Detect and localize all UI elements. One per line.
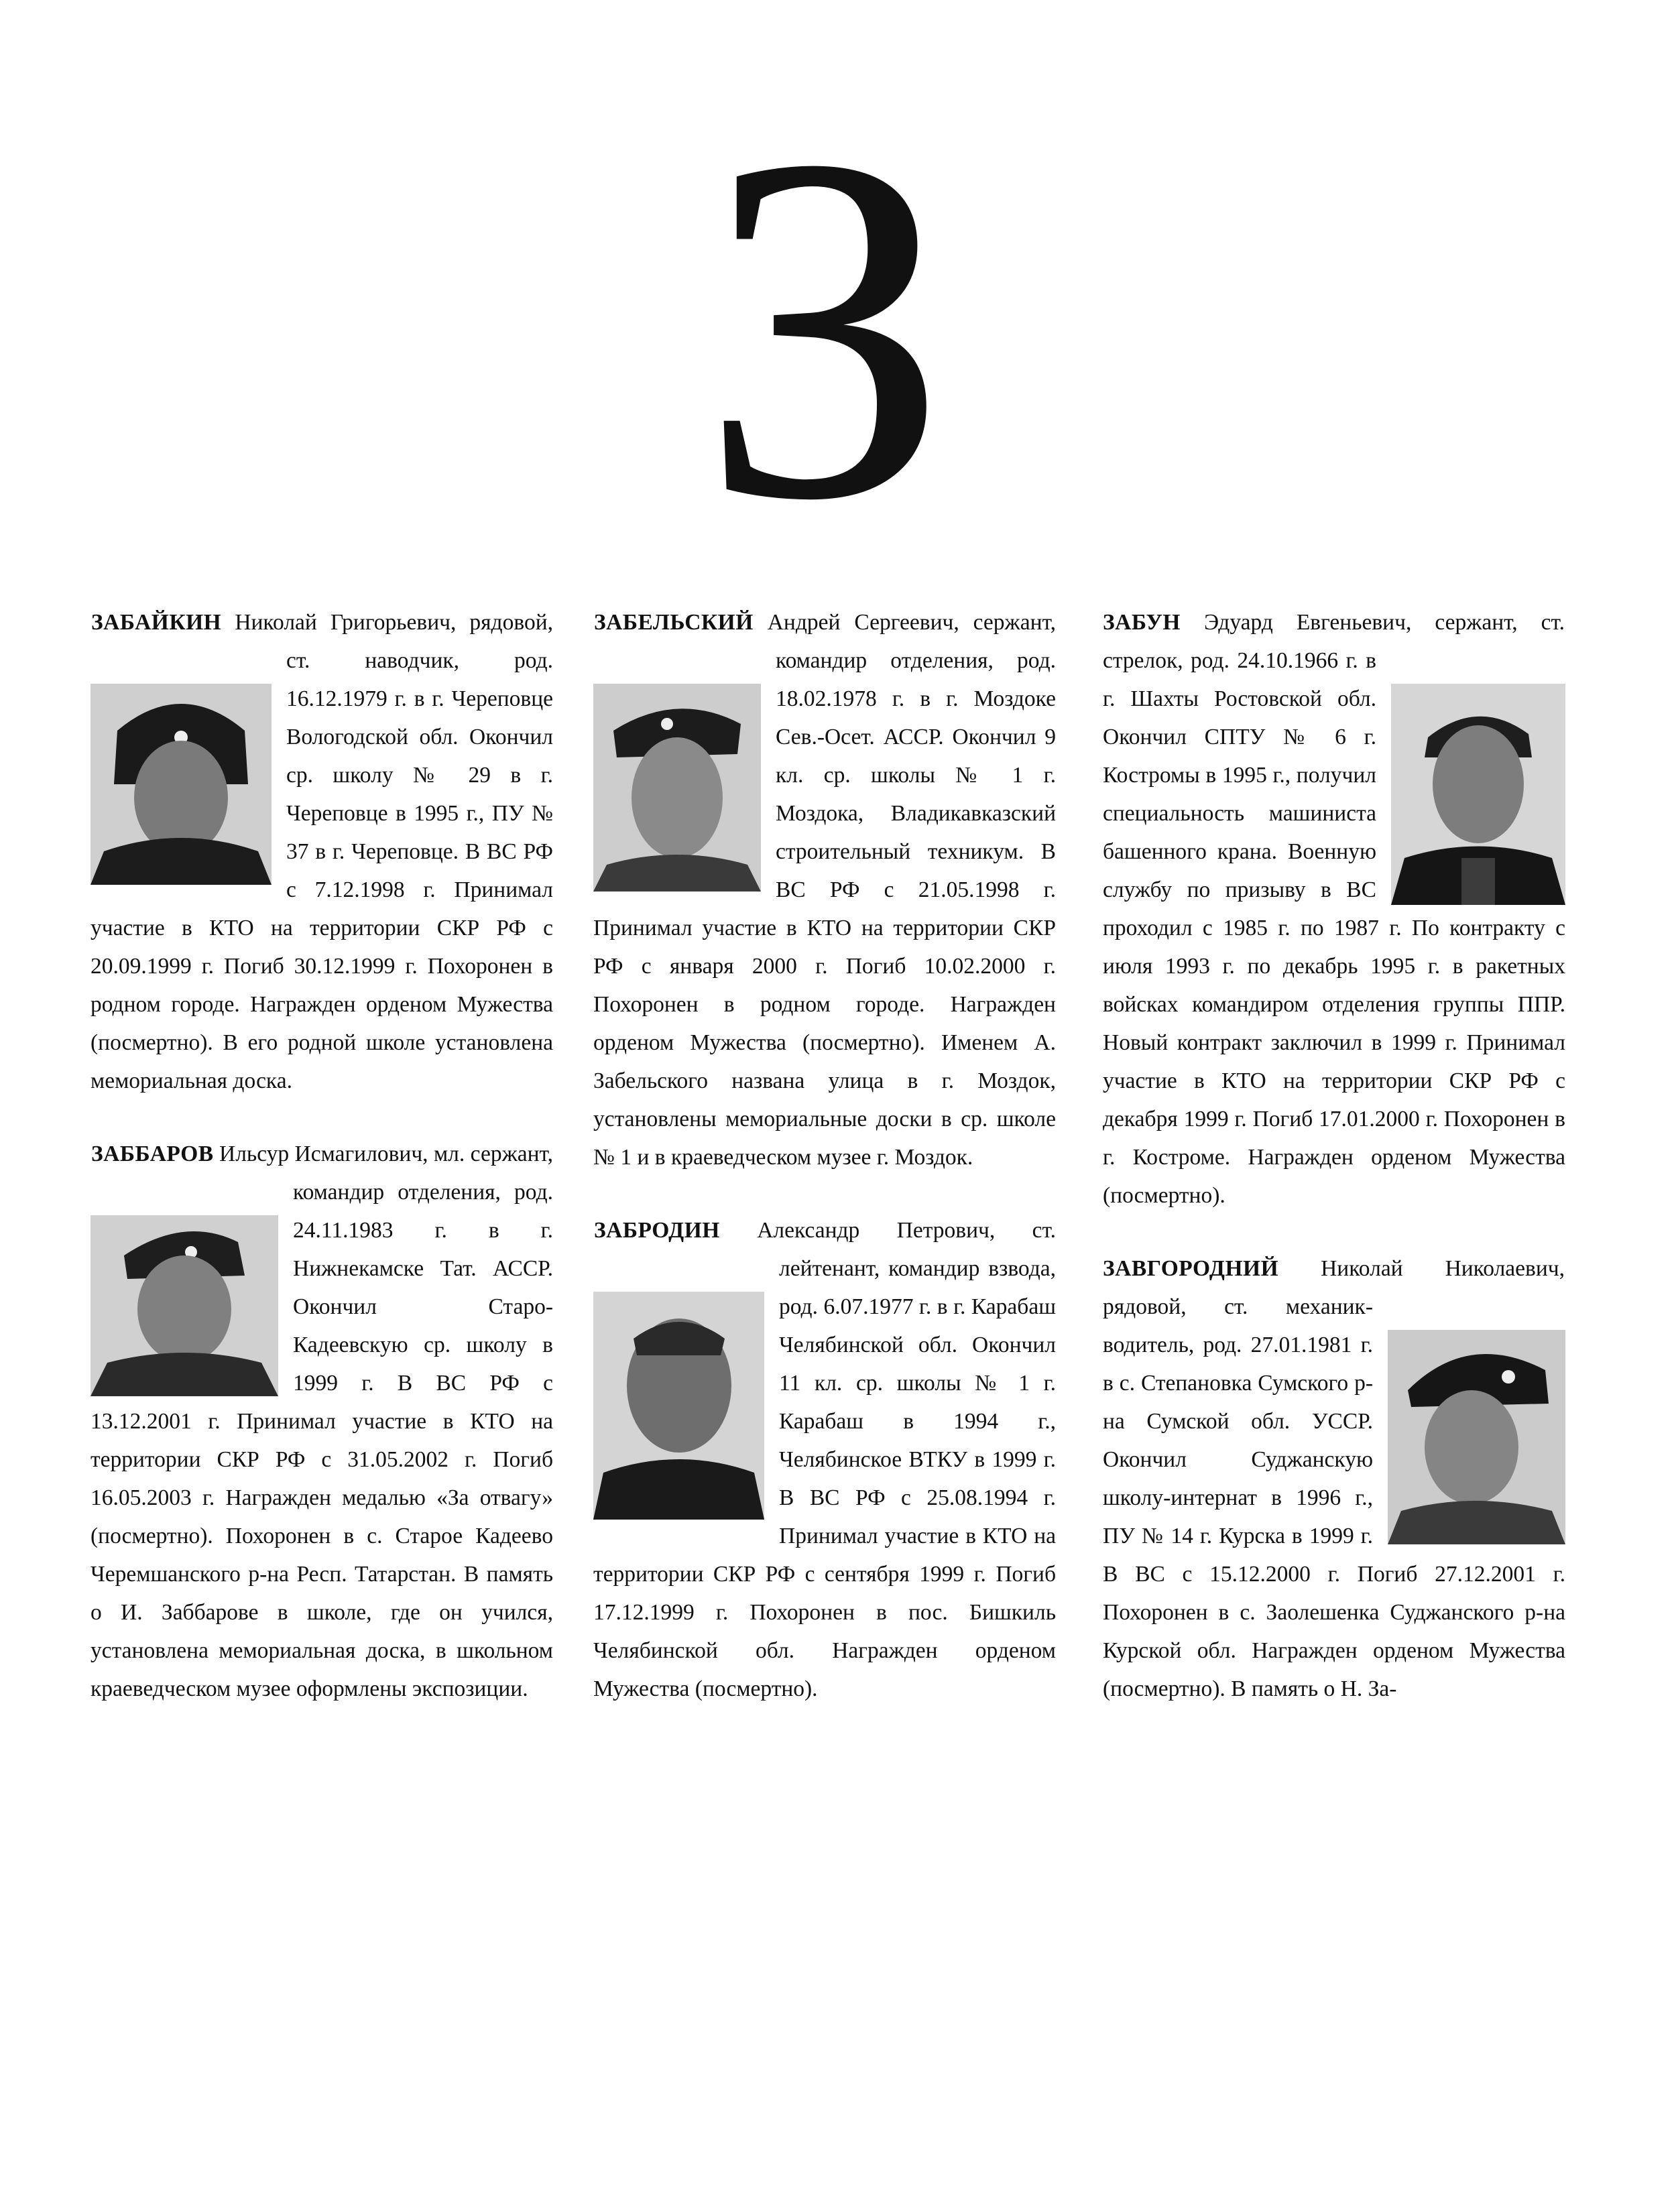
surname: ЗАБРОДИН xyxy=(594,1218,720,1243)
section-letter: З xyxy=(700,54,949,603)
entry-zabbarov xyxy=(91,1135,553,1708)
entry-zabaykin xyxy=(91,603,553,1100)
biography-text: Эдуард Евгеньевич, сержант, ст. стрелок, род. 24.10.1966 г. в г. Шахты Ростовской обл. Окончил СПТУ № 6 г. Костромы в 1995 г., получил специальность машиниста башенного крана. Военную службу по призыву в ВС проходил с 1985 г. по 1987 г. По контракту с июля 1993 г. по декабрь 1995 г. в ракетных войсках командиром отделения группы ППР. Новый контракт заключил в 1999 г. Принимал участие в КТО на территории СКР РФ с декабря 1999 г. Погиб 17.01.2000 г. Похоронен в г. Костроме. Награжден орденом Мужества (посмертно). xyxy=(1103,610,1565,1208)
surname: ЗАБАЙКИН xyxy=(91,610,222,635)
portrait-photo xyxy=(91,684,272,885)
biography-text: Ильсур Исмагилович, мл. сержант, командир отделения, род. 24.11.1983 г. в г. Нижнекамске Тат. АССР. Окончил Старо-Кадеевскую ср. школу в 1999 г. В ВС РФ с 13.12.2001 г. Принимал участие в КТО на территории СКР РФ с 31.05.2002 г. Погиб 16.05.2003 г. Награжден медалью «За отвагу» (посмертно). Похоронен в с. Старое Кадеево Черемшанского р-на Респ. Татарстан. В память о И. Заббарове в школе, где он учился, установлена мемориальная доска, в школьном краеведческом музее оформлены экспозиции. xyxy=(91,1142,554,1701)
biography-text: Николай Николаевич, рядовой, ст. механик-водитель, род. 27.01.1981 г. в с. Степановка Сумского р-на Сумской обл. УССР. Окончил Суджанскую школу-интернат в 1996 г., ПУ № 14 г. Курска в 1999 г. В ВС с 15.12.2000 г. Погиб 27.12.2001 г. Похоронен в с. Заолешенка Суджанского р-на Курской обл. Награжден орденом Мужества (посмертно). В память о Н. За- xyxy=(1103,1256,1565,1701)
entry-zavgorodniy xyxy=(1103,1249,1565,1708)
surname: ЗАББАРОВ xyxy=(91,1142,214,1166)
surname: ЗАБУН xyxy=(1103,610,1181,635)
biography-text: Николай Григорьевич, рядовой, ст. наводчик, род. 16.12.1979 г. в г. Череповце Вологодской обл. Окончил ср. школу № 29 в г. Череповце в 1995 г., ПУ № 37 в г. Череповце. В ВС РФ с 7.12.1998 г. Принимал участие в КТО на территории СКР РФ с 20.09.1999 г. Погиб 30.12.1999 г. Похоронен в родном городе. Награжден орденом Мужества (посмертно). В его родной школе установлена мемориальная доска. xyxy=(91,610,553,1093)
column-2 xyxy=(593,603,1056,1743)
surname: ЗАВГОРОДНИЙ xyxy=(1103,1256,1279,1281)
column-1 xyxy=(91,603,553,1743)
portrait-photo xyxy=(1391,684,1565,905)
surname: ЗАБЕЛЬСКИЙ xyxy=(594,610,754,635)
portrait-photo xyxy=(593,684,761,892)
portrait-photo xyxy=(593,1292,764,1520)
entry-zabrodin xyxy=(593,1211,1056,1708)
biography-text: Александр Петрович, ст. лейтенант, командир взвода, род. 6.07.1977 г. в г. Карабаш Челябинской обл. Окончил 11 кл. ср. школы № 1 г. Карабаш в 1994 г., Челябинское ВТКУ в 1999 г. В ВС РФ с 25.08.1994 г. Принимал участие в КТО на территории СКР РФ с сентября 1999 г. Погиб 17.12.1999 г. Похоронен в пос. Бишкиль Челябинской обл. Награжден орденом Мужества (посмертно). xyxy=(593,1218,1056,1701)
portrait-photo xyxy=(91,1215,278,1396)
entry-zabelskiy xyxy=(593,603,1056,1176)
column-3 xyxy=(1103,603,1565,1743)
entry-zabun xyxy=(1103,603,1565,1215)
biography-text: Андрей Сергеевич, сержант, командир отделения, род. 18.02.1978 г. в г. Моздоке Сев.-Осет. АССР. Окончил 9 кл. ср. школы № 1 г. Моздока, Владикавказский строительный техникум. В ВС РФ с 21.05.1998 г. Принимал участие в КТО на территории СКР РФ с января 2000 г. Погиб 10.02.2000 г. Похоронен в родном городе. Награжден орденом Мужества (посмертно). Именем А. Забельского названа улица в г. Моздок, установлены мемориальные доски в ср. школе № 1 и в краеведческом музее г. Моздок. xyxy=(593,610,1056,1170)
portrait-photo xyxy=(1388,1330,1565,1544)
